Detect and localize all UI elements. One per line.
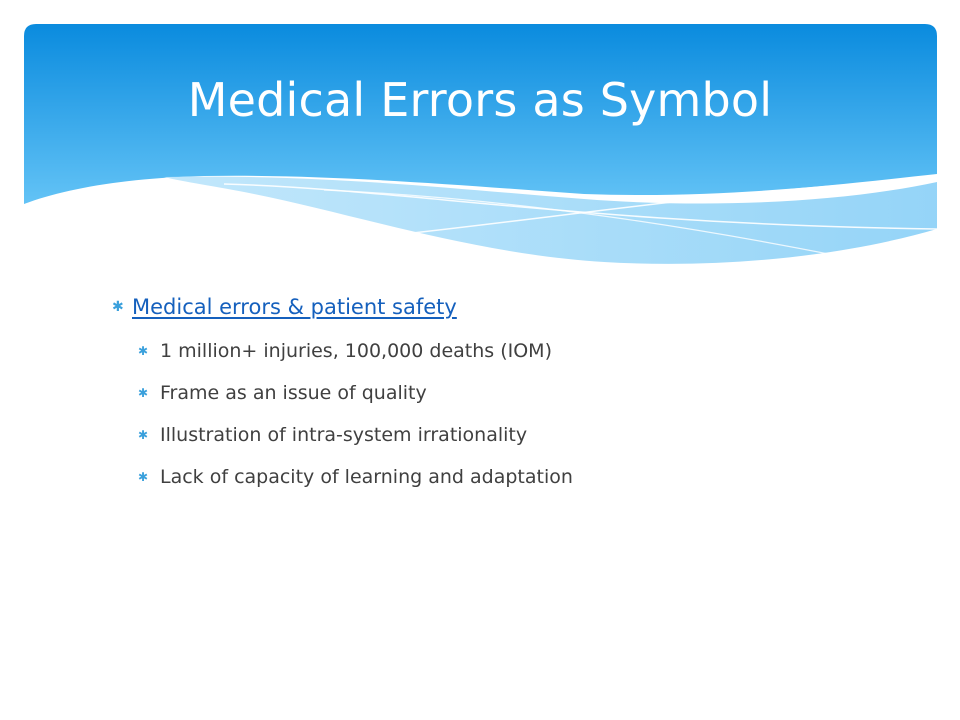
- header-wave-band: [24, 24, 937, 274]
- asterisk-bullet-icon: ✱: [112, 299, 124, 315]
- slide-title: Medical Errors as Symbol: [187, 73, 773, 127]
- asterisk-bullet-icon: ✱: [138, 386, 149, 400]
- bullet-list: [112, 288, 912, 498]
- sub-bullet-item: [112, 330, 912, 372]
- sub-bullet-item: [112, 414, 912, 456]
- header-wave-graphic: [24, 24, 937, 274]
- sub-bullet-item: [112, 456, 912, 498]
- sub-bullet-text: Lack of capacity of learning and adaptation: [160, 466, 573, 488]
- sub-bullet-item: [112, 372, 912, 414]
- main-bullet-link[interactable]: Medical errors & patient safety: [132, 295, 457, 319]
- asterisk-bullet-icon: ✱: [138, 344, 149, 358]
- sub-bullet-text: Frame as an issue of quality: [160, 382, 427, 404]
- sub-bullet-text: Illustration of intra-system irrationality: [160, 424, 528, 446]
- main-bullet-item: [112, 288, 912, 326]
- asterisk-bullet-icon: ✱: [138, 470, 149, 484]
- sub-bullet-text: 1 million+ injuries, 100,000 deaths (IOM): [160, 340, 552, 362]
- asterisk-bullet-icon: ✱: [138, 428, 149, 442]
